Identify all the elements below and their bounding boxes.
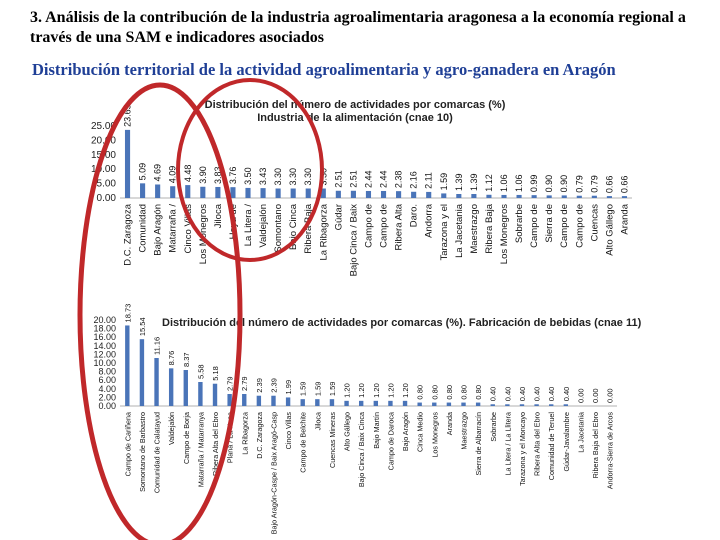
bar — [417, 403, 421, 406]
y-tick-label: 12.00 — [93, 349, 116, 360]
data-label: 0.80 — [459, 384, 469, 400]
y-tick-label: 8.00 — [98, 366, 116, 377]
category-label: Bajo Martín — [371, 412, 381, 449]
data-label: 0.40 — [503, 386, 513, 402]
chart-title: Industria de la alimentación (cnae 10) — [257, 112, 453, 124]
bar — [154, 358, 158, 406]
bar — [170, 186, 175, 198]
data-label: 3.90 — [197, 166, 208, 184]
category-label: Comunidad de Teruel — [547, 412, 557, 481]
bar — [476, 403, 480, 406]
category-label: Campo de Borja — [181, 412, 191, 464]
category-label: Plana / La Nasa — [225, 412, 235, 464]
bar — [562, 195, 567, 198]
category-label: La Litera / — [243, 204, 254, 247]
category-label: Comunidad de Calatayud — [152, 412, 162, 494]
data-label: 0.40 — [547, 386, 557, 402]
bar — [276, 188, 281, 198]
bar — [330, 399, 334, 406]
y-tick-label: 15.00 — [90, 149, 116, 161]
data-label: 1.20 — [342, 383, 352, 398]
category-label: Jiloca — [313, 412, 323, 431]
category-label: Aranda — [444, 412, 454, 436]
bar — [396, 191, 401, 198]
category-label: Tarazona y el — [438, 204, 450, 261]
bar — [291, 188, 296, 198]
data-label: 4.69 — [152, 163, 163, 182]
category-label: Gúdar-Javalambre — [561, 412, 571, 472]
y-tick-label: 20.00 — [90, 135, 116, 147]
data-label: 5.58 — [196, 364, 206, 380]
category-label: Campo de — [574, 204, 586, 248]
bar — [456, 194, 461, 198]
category-label: Bajo Cinca / Baix — [348, 204, 360, 277]
data-label: 1.39 — [468, 173, 479, 191]
data-label: 0.80 — [474, 384, 484, 400]
category-label: Andorra — [423, 204, 435, 238]
bar — [381, 191, 386, 198]
category-label: Somontano de Barbastro — [137, 412, 147, 492]
bar — [140, 183, 145, 198]
category-label: Ribera Alta del Ebro — [532, 412, 542, 476]
category-label: Campo de — [363, 204, 375, 248]
category-label: Campo de — [378, 204, 390, 248]
category-label: Bajo Aragón — [152, 204, 164, 256]
chart-title: Distribución del número de actividades por comarcas (%). Fabricación de bebidas (cnae 11) — [162, 317, 642, 329]
bar — [200, 187, 205, 198]
data-label: 1.20 — [401, 383, 411, 398]
category-label: D.C. Zaragoza — [254, 412, 264, 459]
bar — [441, 193, 446, 198]
y-tick-label: 6.00 — [98, 375, 116, 386]
data-label: 2.44 — [378, 170, 389, 188]
data-label: 2.38 — [393, 170, 404, 189]
bar — [366, 191, 371, 198]
data-label: 0.80 — [430, 384, 440, 400]
data-label: 2.79 — [225, 376, 235, 392]
data-label: 0.40 — [488, 386, 498, 402]
data-label: 0.00 — [576, 388, 586, 403]
category-label: Maestrazgo — [468, 203, 480, 254]
bar — [411, 192, 416, 198]
category-label: Daro. — [408, 204, 420, 228]
data-label: 0.40 — [561, 386, 571, 402]
category-label: Alto Gállego — [342, 412, 352, 452]
category-label: Cuencas Mineras — [327, 412, 337, 468]
bar — [242, 394, 246, 406]
bar — [230, 187, 235, 198]
food-industry-chart — [91, 99, 632, 276]
data-label: 8.37 — [181, 352, 191, 368]
bar — [549, 404, 553, 406]
category-label: Ribera Alta del Ebro — [211, 412, 221, 476]
bar — [245, 188, 250, 198]
bar — [622, 196, 627, 198]
data-label: 0.80 — [415, 384, 425, 400]
category-label: Tarazona y el Moncayo — [517, 412, 527, 486]
category-label: D.C. Zaragoza — [122, 204, 134, 266]
category-label: Sobrarbe — [514, 204, 526, 244]
bar — [547, 195, 552, 198]
data-label: 0.80 — [444, 384, 454, 400]
data-label: 1.99 — [284, 379, 294, 395]
category-label: Cinco Villas — [182, 204, 194, 254]
category-label: Los Monegros — [430, 412, 440, 458]
category-label: Campo de Belchite — [298, 412, 308, 473]
data-label: 3.30 — [273, 167, 284, 186]
data-label: 0.66 — [604, 175, 615, 194]
slide-subheading: Distribución territorial de la actividad agroalimentaria y agro-ganadera en Aragón — [32, 60, 616, 79]
data-label: 1.39 — [453, 173, 464, 191]
category-label: Sobrarbe — [488, 412, 498, 442]
category-label: Gúdar — [333, 204, 345, 231]
data-label: 3.30 — [318, 167, 329, 186]
data-label: 0.79 — [574, 175, 585, 193]
data-label: 0.00 — [591, 388, 601, 403]
category-label: Cinca Medio — [415, 412, 425, 452]
data-label: 0.40 — [532, 386, 542, 402]
y-tick-label: 10.00 — [93, 358, 116, 368]
bar — [257, 396, 261, 406]
bar — [534, 404, 538, 406]
data-label: 3.30 — [288, 167, 299, 186]
y-tick-label: 16.00 — [93, 332, 116, 343]
bar — [140, 339, 144, 406]
bar — [227, 394, 231, 406]
category-label: Ribera Baja — [303, 204, 315, 254]
category-label: La Ribagorza — [318, 204, 330, 261]
category-label: Campo de — [559, 204, 571, 248]
data-label: 2.51 — [333, 170, 344, 188]
category-label: La Ribagorza — [240, 412, 250, 455]
category-label: Hoya de — [227, 203, 239, 240]
data-label: 0.00 — [605, 388, 615, 403]
data-label: 5.18 — [211, 366, 221, 381]
bar — [315, 399, 319, 406]
category-label: Aranda — [619, 204, 631, 235]
bar — [532, 195, 537, 198]
bar — [471, 194, 476, 198]
bar — [486, 195, 491, 198]
bar — [505, 404, 509, 406]
bar — [426, 192, 431, 198]
bar — [213, 384, 217, 406]
category-label: Los Monegros — [499, 204, 510, 265]
bar — [403, 401, 407, 406]
category-label: Los Monegros — [197, 204, 209, 265]
bar — [564, 404, 568, 406]
bar — [271, 396, 275, 406]
data-label: 0.40 — [517, 386, 527, 402]
bar — [185, 185, 190, 198]
data-label: 5.09 — [137, 162, 148, 181]
bar — [184, 370, 188, 406]
category-label: La Jacetania — [453, 203, 465, 258]
category-label: Campo de — [529, 204, 541, 248]
y-tick-label: 5.00 — [96, 178, 116, 190]
data-label: 2.16 — [408, 171, 419, 189]
category-label: Bajo Cinca / Baix Cinca — [357, 412, 367, 488]
category-label: Ribera Alta — [393, 204, 405, 251]
bar — [577, 196, 582, 198]
category-label: Sierra de — [544, 204, 556, 243]
data-label: 4.09 — [167, 165, 178, 184]
data-label: 1.06 — [499, 174, 509, 192]
category-label: Andorra-Sierra de Arcos — [605, 412, 615, 490]
bar — [169, 368, 173, 406]
data-label: 1.20 — [371, 383, 381, 398]
category-label: Maestrazgo — [459, 412, 469, 450]
data-label: 3.50 — [243, 167, 253, 185]
bar — [388, 401, 392, 406]
category-label: Matarraña / — [167, 204, 179, 253]
data-label: 2.79 — [240, 376, 250, 392]
category-label: Ribera Baja — [483, 204, 495, 254]
bar — [215, 187, 220, 198]
bar — [516, 195, 521, 198]
y-tick-label: 14.00 — [93, 340, 116, 351]
y-tick-label: 0.00 — [96, 193, 116, 204]
y-tick-label: 18.00 — [93, 323, 116, 334]
data-label: 1.12 — [483, 174, 494, 192]
bar — [374, 401, 378, 406]
bar — [432, 403, 436, 406]
data-label: 0.66 — [619, 175, 630, 194]
bar — [351, 191, 356, 198]
y-tick-label: 25.00 — [90, 121, 116, 132]
data-label: 1.59 — [313, 381, 323, 397]
category-label: Campo de Daroca — [386, 412, 396, 471]
data-label: 3.83 — [212, 166, 223, 184]
y-tick-label: 4.00 — [98, 383, 116, 394]
data-label: 1.06 — [514, 174, 525, 192]
data-label: 0.90 — [559, 174, 570, 193]
category-label: La Litera / La Llitera — [503, 412, 513, 476]
data-label: 18.73 — [123, 303, 133, 323]
category-label: Jiloca — [212, 204, 224, 229]
bar — [198, 382, 202, 406]
bar — [301, 399, 305, 406]
category-label: Campo de Cariñena — [123, 412, 133, 477]
slide-heading: 3. Análisis de la contribución de la industria agroalimentaria aragonesa a la economía regional a través de una SAM e indicadores asociados — [30, 9, 686, 46]
data-label: 2.44 — [363, 170, 374, 188]
bar — [260, 188, 265, 198]
category-label: Cuencas — [589, 204, 601, 242]
data-label: 1.20 — [357, 383, 367, 398]
data-label: 3.30 — [303, 167, 314, 186]
category-label: Matarraña / Matarranya — [196, 412, 206, 488]
category-label: Ribera Baja del Ebro — [591, 412, 601, 479]
data-label: 1.59 — [298, 381, 308, 397]
bar — [344, 401, 348, 406]
data-label: 1.59 — [438, 172, 449, 191]
category-label: Alto Gállego — [604, 204, 616, 256]
y-tick-label: 20.00 — [93, 315, 116, 325]
data-label: 3.43 — [258, 167, 269, 186]
bar — [461, 403, 465, 406]
bar — [125, 130, 130, 198]
category-label: Sierra de Albarracín — [474, 411, 484, 476]
bar — [520, 404, 524, 406]
y-tick-label: 2.00 — [98, 392, 116, 403]
category-label: La Jacetania — [576, 412, 586, 453]
beverage-industry-chart — [93, 304, 641, 535]
bar — [336, 191, 341, 198]
bar — [286, 397, 290, 406]
category-label: Somontano — [273, 204, 285, 253]
category-label: Valdejalón — [167, 412, 177, 446]
bar — [155, 184, 160, 198]
category-label: Bajo Aragón — [401, 412, 411, 452]
category-label: Cinco Villas — [284, 412, 294, 450]
data-label: 1.20 — [386, 383, 396, 398]
data-label: 0.90 — [544, 174, 555, 193]
category-label: Comunidad — [137, 204, 149, 253]
y-tick-label: 0.00 — [98, 401, 116, 411]
data-label: 23.65 — [122, 104, 133, 127]
data-label: 2.39 — [254, 378, 264, 393]
bar — [306, 188, 311, 198]
data-label: 2.39 — [269, 378, 279, 393]
chart-title: Distribución del número de actividades por comarcas (%) — [204, 99, 506, 111]
data-label: 4.48 — [182, 164, 193, 183]
category-label: Bajo Aragón-Caspe / Baix Aragó-Casp — [269, 412, 279, 535]
data-label: 2.51 — [348, 170, 359, 188]
bar — [125, 325, 129, 406]
data-label: 3.76 — [227, 166, 238, 185]
bar — [447, 403, 451, 406]
data-label: 1.59 — [327, 381, 337, 397]
category-label: Bajo Cinca — [288, 204, 300, 250]
bar — [491, 404, 495, 406]
bar — [592, 196, 597, 198]
data-label: 0.79 — [589, 175, 600, 193]
bar — [607, 196, 612, 198]
bar — [359, 401, 363, 406]
data-label: 2.11 — [423, 172, 434, 189]
y-tick-label: 10.00 — [90, 164, 116, 176]
category-label: Valdejalón — [258, 204, 270, 248]
data-label: 15.54 — [137, 317, 147, 337]
data-label: 0.99 — [529, 174, 540, 193]
data-label: 8.76 — [167, 350, 177, 366]
data-label: 11.16 — [152, 336, 162, 356]
bar — [501, 195, 506, 198]
